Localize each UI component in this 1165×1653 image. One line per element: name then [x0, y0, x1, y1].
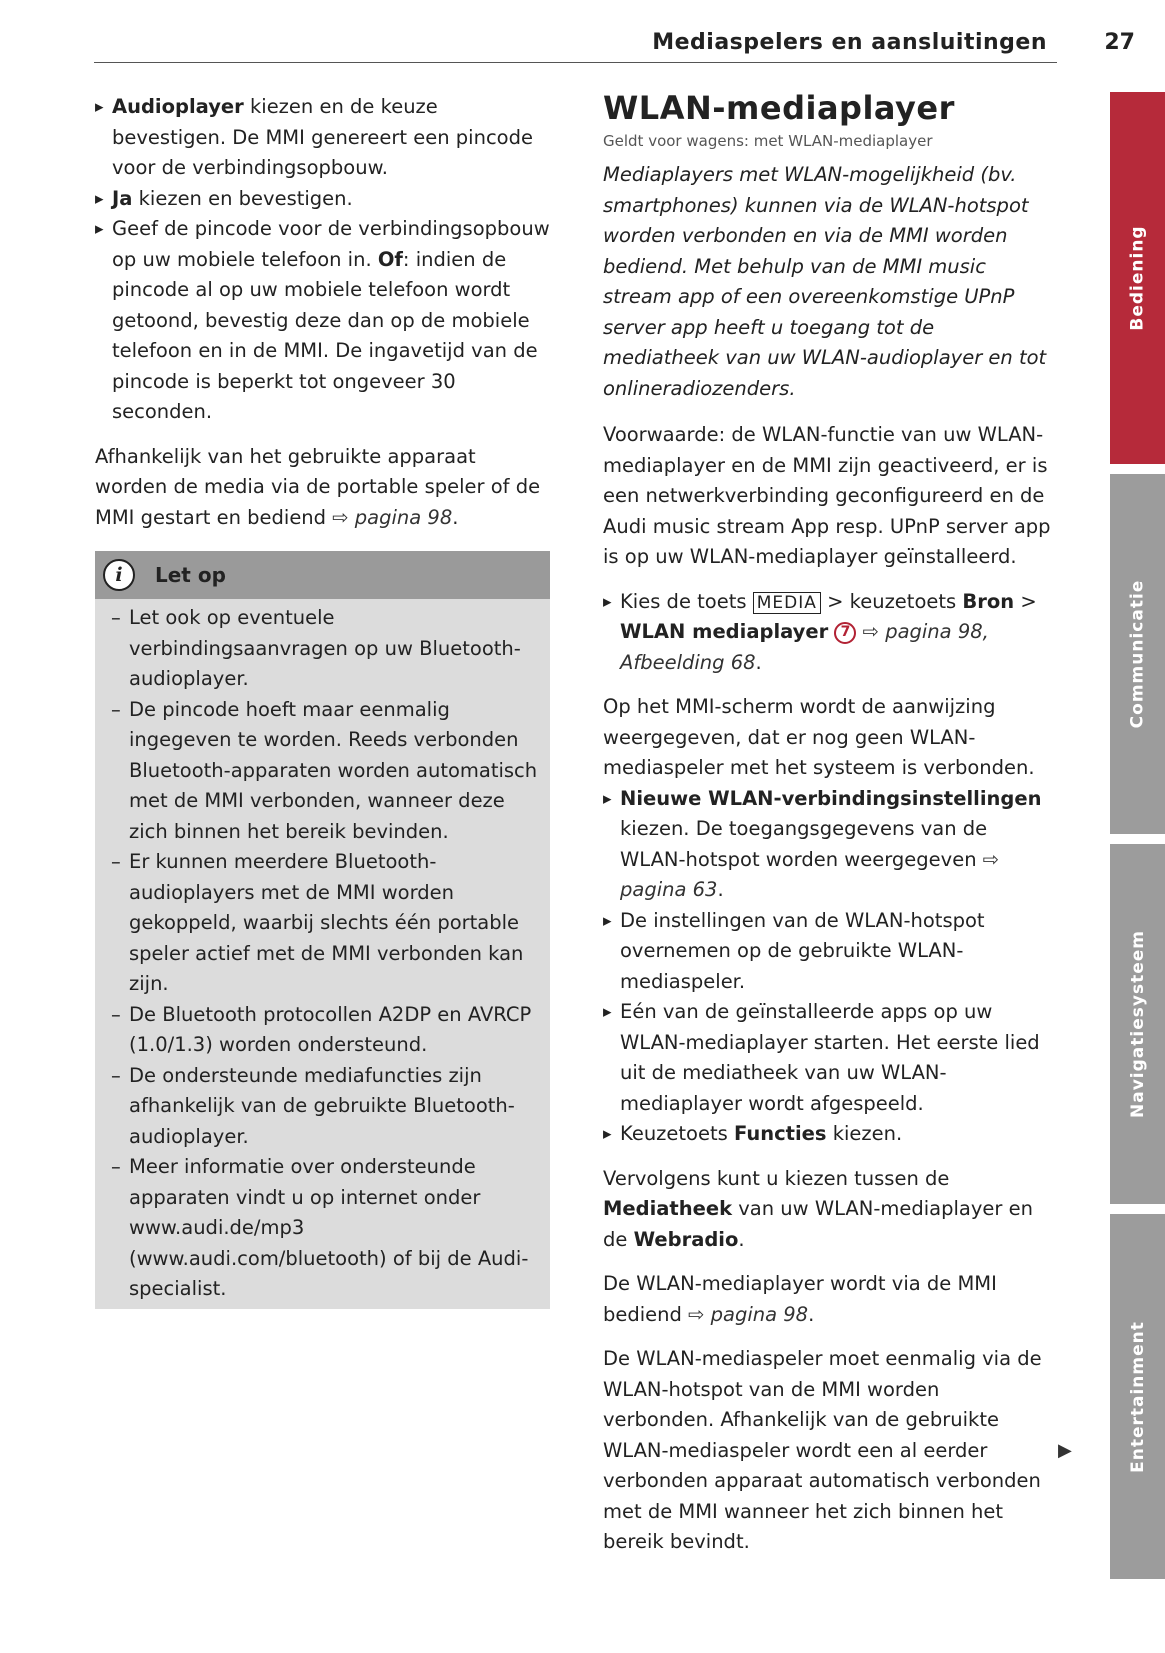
- step-text: Kies de toets: [620, 589, 753, 613]
- section-heading: WLAN-mediaplayer: [603, 89, 955, 127]
- step-text: kiezen en bevestigen.: [132, 186, 353, 210]
- step-end: .: [755, 650, 762, 674]
- continue-arrow-icon: ▶: [1058, 1440, 1072, 1461]
- tab-navigatiesysteem[interactable]: [1110, 844, 1165, 1204]
- tab-label: Bediening: [1127, 225, 1148, 331]
- note-item: – De Bluetooth protocollen A2DP en AVRCP (1.0/1.3) worden ondersteund.: [111, 1000, 538, 1061]
- step-text: Geef de pincode voor de verbindingsopbouw op uw mobiele telefoon in.: [112, 217, 550, 271]
- paragraph-keyword: Webradio: [633, 1227, 739, 1251]
- step-keyword: Audioplayer: [112, 95, 244, 118]
- running-header-title: Mediaspelers en aansluitingen: [652, 30, 1047, 55]
- paragraph-mmi-scherm: Op het MMI-scherm wordt de aanwijzing weergegeven, dat er nog geen WLAN-mediaspeler met het systeem is verbonden.: [603, 695, 1035, 779]
- left-column: [95, 92, 550, 1309]
- tab-communicatie[interactable]: [1110, 474, 1165, 834]
- note-item: – Meer informatie over ondersteunde apparaten vindt u op internet onder www.audi.de/mp3 (www.audi.com/bluetooth) of bij de Audi-specialist.: [111, 1152, 538, 1305]
- step-keyword: WLAN mediaplayer: [620, 620, 829, 643]
- note-item: – De pincode hoeft maar eenmalig ingegeven te worden. Reeds verbonden Bluetooth-apparaten worden automatisch met de MMI verbonden, wanneer deze zich binnen het bereik bevinden.: [111, 695, 538, 848]
- applies-to-note: Geldt voor wagens: met WLAN-mediaplayer: [603, 132, 933, 150]
- paragraph-eenmalig: De WLAN-mediaspeler moet eenmalig via de WLAN-hotspot van de MMI worden verbonden. Afhankelijk van de gebruikte WLAN-mediaspeler wordt een al eerder verbonden apparaat automatisch verbonden met de MMI wanneer het zich binnen het bereik bevindt.: [603, 1347, 1042, 1553]
- note-item: – De ondersteunde mediafuncties zijn afhankelijk van de gebruikte Bluetooth-audioplayer.: [111, 1061, 538, 1153]
- step-text: > keuzetoets: [820, 589, 963, 613]
- tab-bediening[interactable]: [1110, 92, 1165, 464]
- step-text: : indien de pincode al op uw mobiele telefoon wordt getoond, bevestig deze dan op de mobiele telefoon en in de MMI. De ingavetijd van de pincode is beperkt tot ongeveer 30 seconden.: [112, 247, 538, 423]
- step-keyword: Of: [377, 247, 403, 271]
- info-icon: i: [103, 559, 135, 591]
- step-keyword: Ja: [112, 186, 133, 210]
- paragraph-text: Vervolgens kunt u kiezen tussen de: [603, 1166, 950, 1190]
- page-reference-link[interactable]: ⇨ pagina 63: [620, 847, 1000, 901]
- step-text: kiezen. De toegangsgegevens van de WLAN-hotspot worden weergegeven: [620, 817, 988, 871]
- paragraph-bediend: [603, 1269, 1053, 1330]
- page-number: 27: [1104, 30, 1135, 55]
- paragraph-text: van uw WLAN-mediaplayer en de: [603, 1197, 1033, 1251]
- note-title: Let op: [155, 562, 226, 587]
- step-audioplayer: [95, 92, 550, 184]
- tab-label: Communicatie: [1127, 579, 1148, 729]
- step-keyword: Nieuwe WLAN-verbindingsinstellingen: [620, 786, 1042, 810]
- paragraph-text: De WLAN-mediaplayer wordt via de MMI bediend: [603, 1272, 997, 1326]
- step-text: Keuzetoets: [620, 1122, 734, 1145]
- callout-number-icon: 7: [834, 622, 856, 644]
- page-reference-link[interactable]: ⇨ pagina 98: [332, 505, 453, 529]
- paragraph-keyword: Mediatheek: [603, 1197, 733, 1220]
- paragraph-end: .: [452, 505, 459, 529]
- page-reference-link[interactable]: ⇨ pagina 98, Afbeelding 68: [620, 620, 989, 674]
- paragraph-end: .: [738, 1227, 745, 1251]
- prerequisite-paragraph: Voorwaarde: de WLAN-functie van uw WLAN-mediaplayer en de MMI zijn geactiveerd, er is een netwerkverbinding geconfigureerd en de Audi music stream App resp. UPnP server app is op uw WLAN-mediaplayer geïnstalleerd.: [603, 423, 1051, 568]
- step-instellingen: ▸ De instellingen van de WLAN-hotspot overnemen op de gebruikte WLAN-mediaspeler.: [603, 906, 1053, 998]
- tab-label: Navigatiesysteem: [1127, 930, 1148, 1118]
- media-key-label: MEDIA: [753, 592, 821, 614]
- step-functies: [603, 1119, 1053, 1150]
- note-item: – Er kunnen meerdere Bluetooth-audioplayers met de MMI worden gekoppeld, waarbij slechts één portable speler actief met de MMI verbonden kan zijn.: [111, 847, 538, 1000]
- note-box: [95, 551, 550, 1309]
- step-kies-toets: [603, 587, 1053, 679]
- right-column: [603, 88, 1053, 1558]
- step-text: kiezen en de keuze bevestigen. De MMI genereert een pincode voor de verbindingsopbouw.: [112, 95, 533, 179]
- header-rule: [94, 62, 1057, 63]
- step-separator: >: [1014, 589, 1037, 613]
- step-end: .: [717, 878, 724, 901]
- paragraph-afhankelijk: [95, 442, 550, 534]
- paragraph-text: Afhankelijk van het gebruikte apparaat worden de media via de portable speler of de MMI gestart en bediend: [95, 444, 541, 529]
- intro-paragraph: Mediaplayers met WLAN-mogelijkheid (bv. smartphones) kunnen via de WLAN-hotspot worden verbonden en via de MMI worden bediend. Met behulp van de MMI music stream app of een overeenkomstige UPnP server app heeft u toegang tot de mediatheek van uw WLAN-audioplayer en tot onlineradiozenders.: [603, 163, 1047, 400]
- tab-entertainment[interactable]: [1110, 1214, 1165, 1579]
- step-keyword: Bron: [962, 589, 1015, 613]
- note-header: [95, 551, 550, 599]
- paragraph-vervolgens: [603, 1164, 1053, 1256]
- paragraph-end: .: [808, 1302, 815, 1326]
- step-ja: [95, 184, 550, 215]
- step-apps-starten: ▸ Eén van de geïnstalleerde apps op uw WLAN-mediaplayer starten. Het eerste lied uit de mediatheek van uw WLAN-mediaplayer wordt afgespeeld.: [603, 997, 1053, 1119]
- step-pincode: [95, 214, 550, 428]
- step-text: kiezen.: [826, 1122, 903, 1145]
- tab-label: Entertainment: [1127, 1320, 1148, 1473]
- page-reference-link[interactable]: ⇨ pagina 98: [688, 1302, 809, 1326]
- note-body: [95, 599, 550, 1309]
- step-nieuwe-verbinding: [603, 784, 1053, 906]
- step-keyword: Functies: [733, 1122, 827, 1145]
- note-item: – Let ook op eventuele verbindingsaanvragen op uw Bluetooth-audioplayer.: [111, 603, 538, 695]
